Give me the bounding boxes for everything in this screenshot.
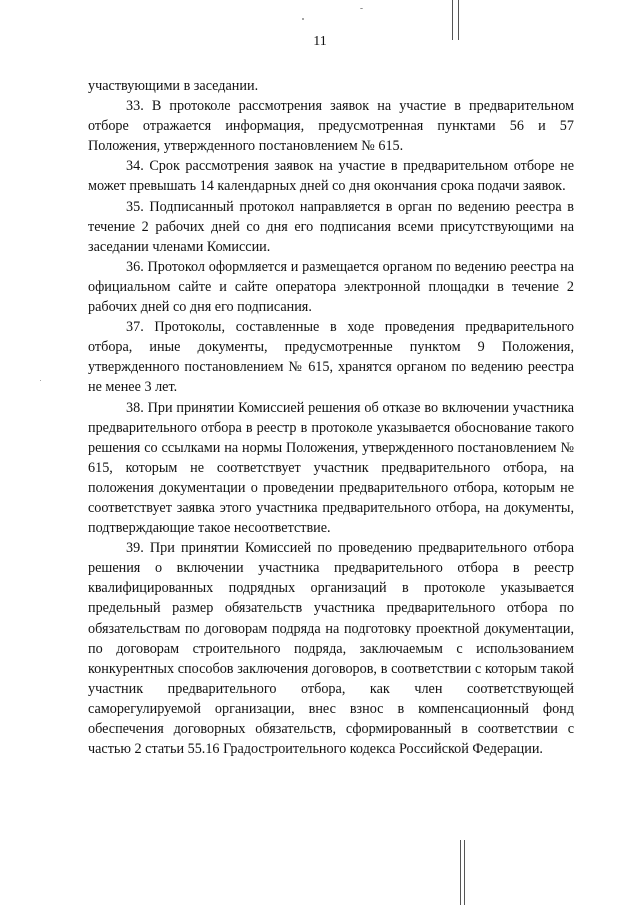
scan-speck [40,380,41,381]
paragraph-text: участвующими в заседании. [88,78,259,94]
paragraph-number: 38. [126,399,144,416]
paragraph-35 [88,197,574,257]
paragraph-number: 34. [126,158,144,175]
document-body [88,76,574,759]
scan-edge-line [464,840,465,905]
paragraph-number: 36. [126,258,144,275]
paragraph-number: 37. [126,319,144,336]
paragraph-34 [88,156,574,196]
paragraph-39 [88,538,574,759]
page-number: 11 [313,34,327,49]
paragraph-38 [88,398,574,539]
paragraph-text: В протоколе рассмотрения заявок на участие в предварительном отборе отражается информация, предусмотренная пунктами 56 и 57 Положения, утвержденного постановлением № 615. [88,98,574,155]
paragraph-text: Протокол оформляется и размещается органом по ведению реестра на официальном сайте и сайте оператора электронной площадки в течение 2 рабочих дней со дня его подписания. [88,258,574,316]
paragraph-text: При принятии Комиссией по проведению предварительного отбора решения о включении участника предварительного отбора в реестр квалифицированных подрядных организаций в протоколе указывается предельный размер обязательств участника предварительного отбора по обязательствам по договорам подряда на подготовку проектной документации, по договорам строительного подряда, заключаемым с использованием конкурентных способов заключения договоров, в соответствии с которым такой участник предварительного отбора, как член соответствующей саморегулируемой организации, внес взнос в компенсационный фонд обеспечения договорных обязательств, сформированный в соответствии с частью 2 статьи 55.16 Градостроительного кодекса Российской Федерации. [88,540,575,758]
scan-speck [360,8,363,9]
paragraph-33 [88,96,574,156]
paragraph-number: 39. [126,540,144,557]
paragraph-text: При принятии Комиссией решения об отказе во включении участника предварительного отбора в реестр в протоколе указывается обоснование такого решения со ссылками на нормы Положения, утвержденного постановлением № 615, которым не соответствует участник предварительного отбора, на положения документации о проведении предварительного отбора, которым не соответствует заявка этого участника предварительного отбора, на документы, подтверждающие такое несоответствие. [88,399,574,537]
paragraph-number: 33. [126,98,144,115]
paragraph-text: Подписанный протокол направляется в орган по ведению реестра в течение 2 рабочих дней со дня его подписания всеми присутствующими на заседании членами Комиссии. [88,198,574,255]
paragraph-continuation [88,76,574,96]
paragraph-text: Протоколы, составленные в ходе проведения предварительного отбора, иные документы, предусмотренные пунктом 9 Положения, утвержденного постановлением № 615, хранятся органом по ведению реестра не менее 3 лет. [88,319,574,396]
scan-edge-line [460,840,461,905]
paragraph-text: Срок рассмотрения заявок на участие в предварительном отборе не может превышать 14 календарных дней со дня окончания срока подачи заявок. [88,158,574,195]
paragraph-37 [88,317,574,397]
paragraph-36 [88,257,574,317]
scan-speck [302,18,304,20]
paragraph-number: 35. [126,198,144,215]
